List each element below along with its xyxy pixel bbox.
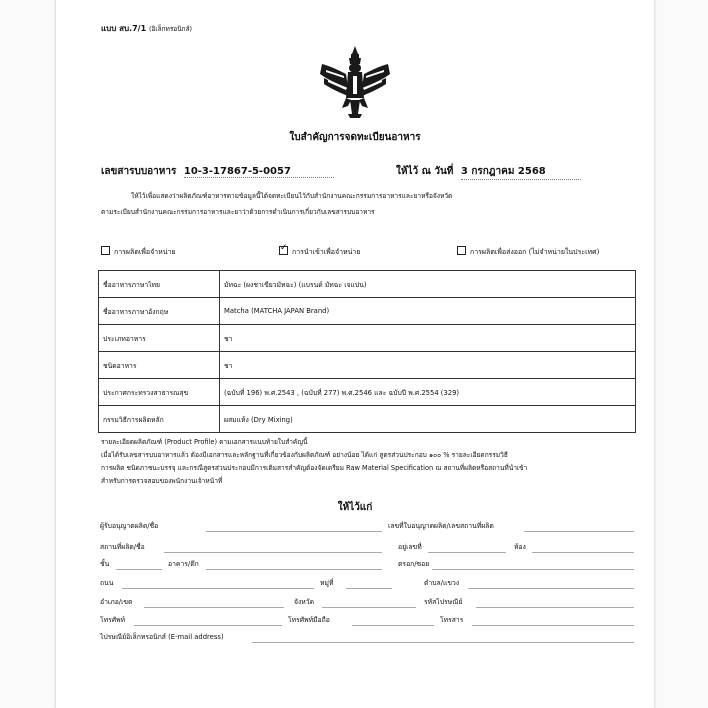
issue-date: 3 กรกฎาคม 2568	[461, 164, 581, 180]
moo-label: หมู่ที่	[320, 579, 334, 587]
form-code	[101, 22, 192, 35]
place-label: สถานที่ผลิต/ชื่อ	[100, 543, 145, 551]
mobile-label: โทรศัพท์มือถือ	[288, 616, 330, 624]
food-info-table	[98, 270, 636, 433]
form-code-text: แบบ สบ.7/1	[101, 24, 147, 33]
table-row	[99, 271, 636, 298]
table-key: ประกาศกระทรวงสาธารณสุข	[99, 379, 220, 406]
table-value: ชา	[220, 352, 636, 379]
registration-number-row	[101, 164, 334, 179]
table-value: Matcha (MATCHA JAPAN Brand)	[220, 298, 636, 325]
checkbox-manufacture-sale[interactable]	[101, 246, 176, 258]
subdistrict-label: ตำบล/แขวง	[424, 579, 460, 587]
checkbox-label: การนำเข้าเพื่อจำหน่าย	[292, 248, 361, 256]
floor-label: ชั้น	[100, 560, 110, 568]
email-label: ไปรษณีย์อิเล็กทรอนิกส์ (E-mail address)	[100, 633, 224, 641]
road-field[interactable]	[122, 588, 314, 589]
room-label: ห้อง	[514, 543, 526, 551]
licensee-field[interactable]	[206, 531, 382, 532]
postcode-field[interactable]	[476, 607, 634, 608]
place-field[interactable]	[164, 552, 382, 553]
email-field[interactable]	[252, 642, 634, 643]
issue-date-row	[396, 164, 581, 180]
checkbox-empty-icon	[101, 246, 110, 255]
building-field[interactable]	[206, 569, 382, 570]
address-no-label: อยู่เลขที่	[398, 543, 422, 551]
province-field[interactable]	[322, 607, 416, 608]
fax-label: โทรสาร	[440, 616, 464, 624]
table-key: ชื่ออาหารภาษาไทย	[99, 271, 220, 298]
certificate-title: ใบสำคัญการจดทะเบียนอาหาร	[289, 132, 421, 143]
road-label: ถนน	[100, 579, 114, 587]
form-code-sub: (อิเล็กทรอนิกส์)	[148, 25, 193, 33]
intro-line-1: ให้ไว้เพื่อแสดงว่าผลิตภัณฑ์อาหารตามข้อมูลนี้ได้จดทะเบียนไว้กับสำนักงานคณะกรรมการอาหารและยาหรือจังหวัด	[131, 192, 453, 200]
document-page	[56, 0, 654, 708]
notes-line-3: การผลิต ชนิดภาชนะบรรจุ และกรณีสูตรส่วนประกอบมีการเติมสารสำคัญต้องจัดเตรียม Raw Material Specification ณ สถานที่ผลิตหรือสถานที่นำเข้า	[101, 464, 528, 472]
gives-to-heading: ให้ไว้แก่	[337, 502, 373, 513]
building-label: อาคาร/ตึก	[168, 560, 199, 568]
table-row	[99, 406, 636, 433]
table-key: กรรมวิธีการผลิตหลัก	[99, 406, 220, 433]
license-no-label: เลขที่ใบอนุญาตผลิต/เลขสถานที่ผลิต	[388, 522, 494, 530]
notes-line-4: สำหรับการตรวจสอบของพนักงานเจ้าหน้าที่	[101, 477, 223, 485]
registration-number: 10-3-17867-5-0057	[184, 166, 334, 178]
licensee-label: ผู้รับอนุญาตผลิต/ชื่อ	[100, 522, 159, 530]
table-value: ชา	[220, 325, 636, 352]
district-label: อำเภอ/เขต	[100, 598, 133, 606]
registration-number-label: เลขสารบบอาหาร	[101, 166, 177, 177]
checkbox-manufacture-export[interactable]	[457, 246, 599, 258]
phone-field[interactable]	[134, 625, 282, 626]
mobile-field[interactable]	[352, 625, 434, 626]
alley-label: ตรอก/ซอย	[398, 560, 430, 568]
room-field[interactable]	[532, 552, 634, 553]
issue-date-label: ให้ไว้ ณ วันที่	[396, 166, 454, 177]
floor-field[interactable]	[116, 569, 162, 570]
checkbox-empty-icon	[457, 246, 466, 255]
table-row	[99, 325, 636, 352]
table-row	[99, 379, 636, 406]
subdistrict-field[interactable]	[468, 588, 634, 589]
address-no-field[interactable]	[428, 552, 506, 553]
table-row	[99, 298, 636, 325]
table-key: ชนิดอาหาร	[99, 352, 220, 379]
notes-line-2: เมื่อได้รับเลขสารบบอาหารแล้ว ต้องมีเอกสารและหลักฐานที่เกี่ยวข้องกับผลิตภัณฑ์ อย่างน้อย ได้แก่ สูตรส่วนประกอบ ๑๐๐ % รายละเอียดกรรมวิธี	[101, 451, 508, 459]
checkbox-label: การผลิตเพื่อจำหน่าย	[114, 248, 176, 256]
moo-field[interactable]	[346, 588, 392, 589]
table-value: (ฉบับที่ 196) พ.ศ.2543 , (ฉบับที่ 277) พ.ศ.2546 และ ฉบับปี พ.ศ.2554 (329)	[220, 379, 636, 406]
table-key: ชื่ออาหารภาษาอังกฤษ	[99, 298, 220, 325]
table-key: ประเภทอาหาร	[99, 325, 220, 352]
alley-field[interactable]	[432, 569, 634, 570]
province-label: จังหวัด	[294, 598, 315, 606]
table-value: มัทฉะ (ผงชาเขียวมัทฉะ) (แบรนด์ มัทฉะ เจแปน)	[220, 271, 636, 298]
table-row	[99, 352, 636, 379]
district-field[interactable]	[144, 607, 284, 608]
checkbox-label: การผลิตเพื่อส่งออก (ไม่จำหน่ายในประเทศ)	[470, 248, 600, 256]
table-value: ผสมแห้ง (Dry Mixing)	[220, 406, 636, 433]
checkbox-import-sale[interactable]	[279, 243, 361, 258]
fax-field[interactable]	[472, 625, 634, 626]
phone-label: โทรศัพท์	[100, 616, 126, 624]
notes-line-1: รายละเอียดผลิตภัณฑ์ (Product Profile) ตามเอกสารแนบท้ายใบสำคัญนี้	[101, 438, 308, 446]
garuda-emblem-icon	[318, 44, 392, 120]
checkbox-checked-icon: ✓	[280, 243, 288, 253]
intro-line-2: ตามระเบียบสำนักงานคณะกรรมการอาหารและยาว่าด้วยการดำเนินการเกี่ยวกับเลขสารบบอาหาร	[101, 208, 375, 216]
license-no-field[interactable]	[524, 531, 634, 532]
postcode-label: รหัสไปรษณีย์	[424, 598, 463, 606]
